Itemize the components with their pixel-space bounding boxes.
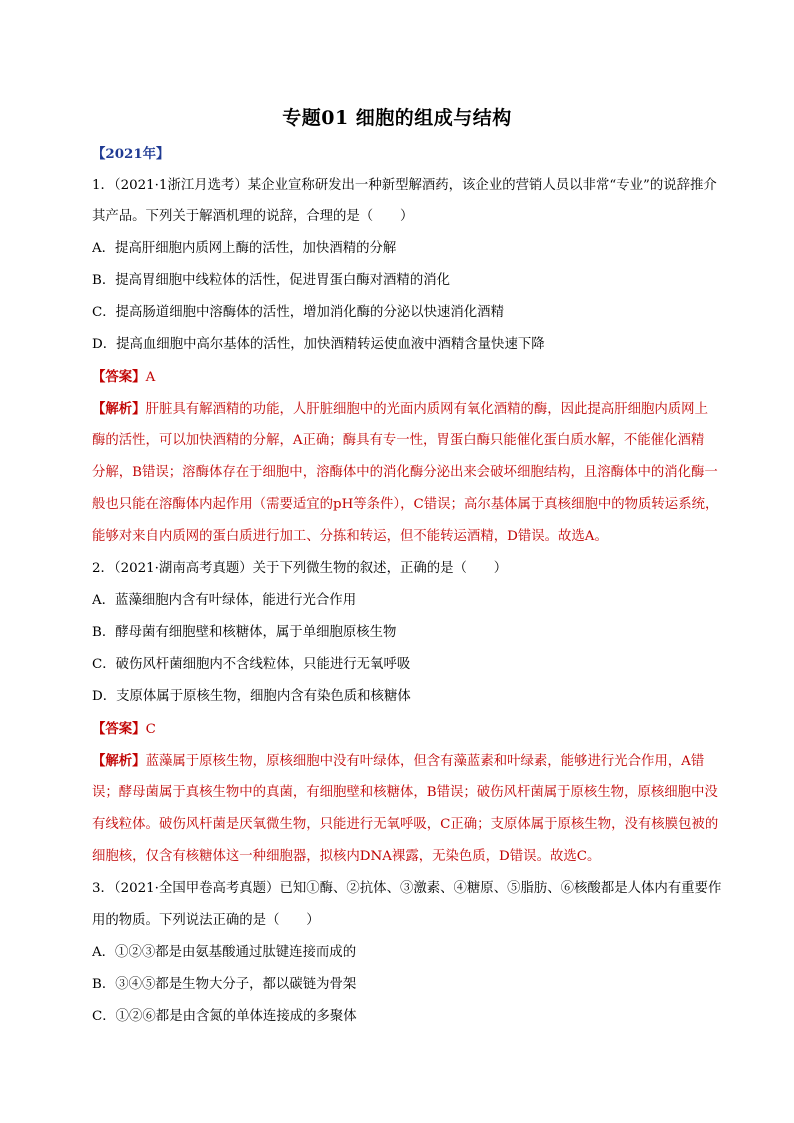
question-1-stem-cont: 其产品。下列关于解酒机理的说辞，合理的是（ ） bbox=[92, 209, 414, 224]
section-heading: 【2021年】 bbox=[92, 146, 170, 162]
question-1-option-d: D．提高血细胞中高尔基体的活性，加快酒精转运使血液中酒精含量快速下降 bbox=[92, 337, 545, 352]
analysis-2-line-3: 有线粒体。破伤风杆菌是厌氧微生物，只能进行无氧呼吸，C正确；支原体属于原核生物，没有核膜包被的 bbox=[92, 817, 719, 832]
analysis-2-line-4: 细胞核，仅含有核糖体这一种细胞器，拟核内DNA裸露，无染色质，D错误。故选C。 bbox=[92, 849, 601, 864]
question-2-stem: 2．（2021·湖南高考真题）关于下列微生物的叙述，正确的是（ ） bbox=[92, 561, 508, 576]
question-1-stem: 1．（2021·1浙江月选考）某企业宣称研发出一种新型解酒药，该企业的营销人员以非常“专业”的说辞推介 bbox=[92, 178, 717, 193]
question-3-option-b: B．③④⑤都是生物大分子，都以碳链为骨架 bbox=[92, 977, 357, 992]
question-2-option-c: C．破伤风杆菌细胞内不含线粒体，只能进行无氧呼吸 bbox=[92, 657, 411, 672]
question-2-option-b: B．酵母菌有细胞壁和核糖体，属于单细胞原核生物 bbox=[92, 625, 397, 640]
answer-label: 【答案】 bbox=[92, 369, 146, 385]
answer-1 bbox=[92, 367, 732, 388]
question-3-option-c: C．①②⑥都是由含氮的单体连接成的多聚体 bbox=[92, 1009, 357, 1024]
answer-value: C bbox=[145, 722, 156, 737]
analysis-2-line-2: 误；酵母菌属于真核生物中的真菌，有细胞壁和核糖体，B错误；破伤风杆菌属于原核生物，原核细胞中没 bbox=[92, 785, 718, 800]
analysis-label: 【解析】 bbox=[92, 401, 146, 417]
analysis-1-line-2: 酶的活性，可以加快酒精的分解，A正确；酶具有专一性，胃蛋白酶只能催化蛋白质水解，不能催化酒精 bbox=[92, 433, 705, 448]
page-title: 专题01 细胞的组成与结构 bbox=[282, 107, 512, 129]
question-3-stem: 3．（2021·全国甲卷高考真题）已知①酶、②抗体、③激素、④糖原、⑤脂肪、⑥核酸都是人体内有重要作 bbox=[92, 881, 722, 896]
analysis-1-line-4: 般也只能在溶酶体内起作用（需要适宜的pH等条件），C错误；高尔基体属于真核细胞中的物质转运系统， bbox=[92, 497, 719, 512]
answer-value: A bbox=[145, 370, 156, 385]
analysis-1-line-5: 能够对来自内质网的蛋白质进行加工、分拣和转运，但不能转运酒精，D错误。故选A。 bbox=[92, 529, 608, 544]
analysis-label: 【解析】 bbox=[92, 753, 146, 769]
analysis-1-line-3: 分解，B错误；溶酶体存在于细胞中，溶酶体中的消化酶分泌出来会破坏细胞结构，且溶酶体中的消化酶一 bbox=[92, 465, 718, 480]
question-3-stem-cont: 用的物质。下列说法正确的是（ ） bbox=[92, 913, 320, 928]
analysis-1-line-1 bbox=[92, 399, 732, 420]
question-3-option-a: A．①②③都是由氨基酸通过肽键连接而成的 bbox=[92, 945, 357, 960]
question-1-option-a: A．提高肝细胞内质网上酶的活性，加快酒精的分解 bbox=[92, 241, 397, 256]
analysis-2-line-1 bbox=[92, 751, 732, 772]
question-1-option-c: C．提高肠道细胞中溶酶体的活性，增加消化酶的分泌以快速消化酒精 bbox=[92, 305, 504, 320]
analysis-text: 蓝藻属于原核生物，原核细胞中没有叶绿体，但含有藻蓝素和叶绿素，能够进行光合作用，A错 bbox=[145, 754, 705, 769]
answer-2 bbox=[92, 719, 732, 740]
question-2-option-d: D．支原体属于原核生物，细胞内含有染色质和核糖体 bbox=[92, 689, 411, 704]
answer-label: 【答案】 bbox=[92, 721, 146, 737]
analysis-text: 肝脏具有解酒精的功能，人肝脏细胞中的光面内质网有氧化酒精的酶，因此提高肝细胞内质网上 bbox=[145, 402, 708, 417]
question-1-option-b: B．提高胃细胞中线粒体的活性，促进胃蛋白酶对酒精的消化 bbox=[92, 273, 450, 288]
question-2-option-a: A．蓝藻细胞内含有叶绿体，能进行光合作用 bbox=[92, 593, 357, 608]
